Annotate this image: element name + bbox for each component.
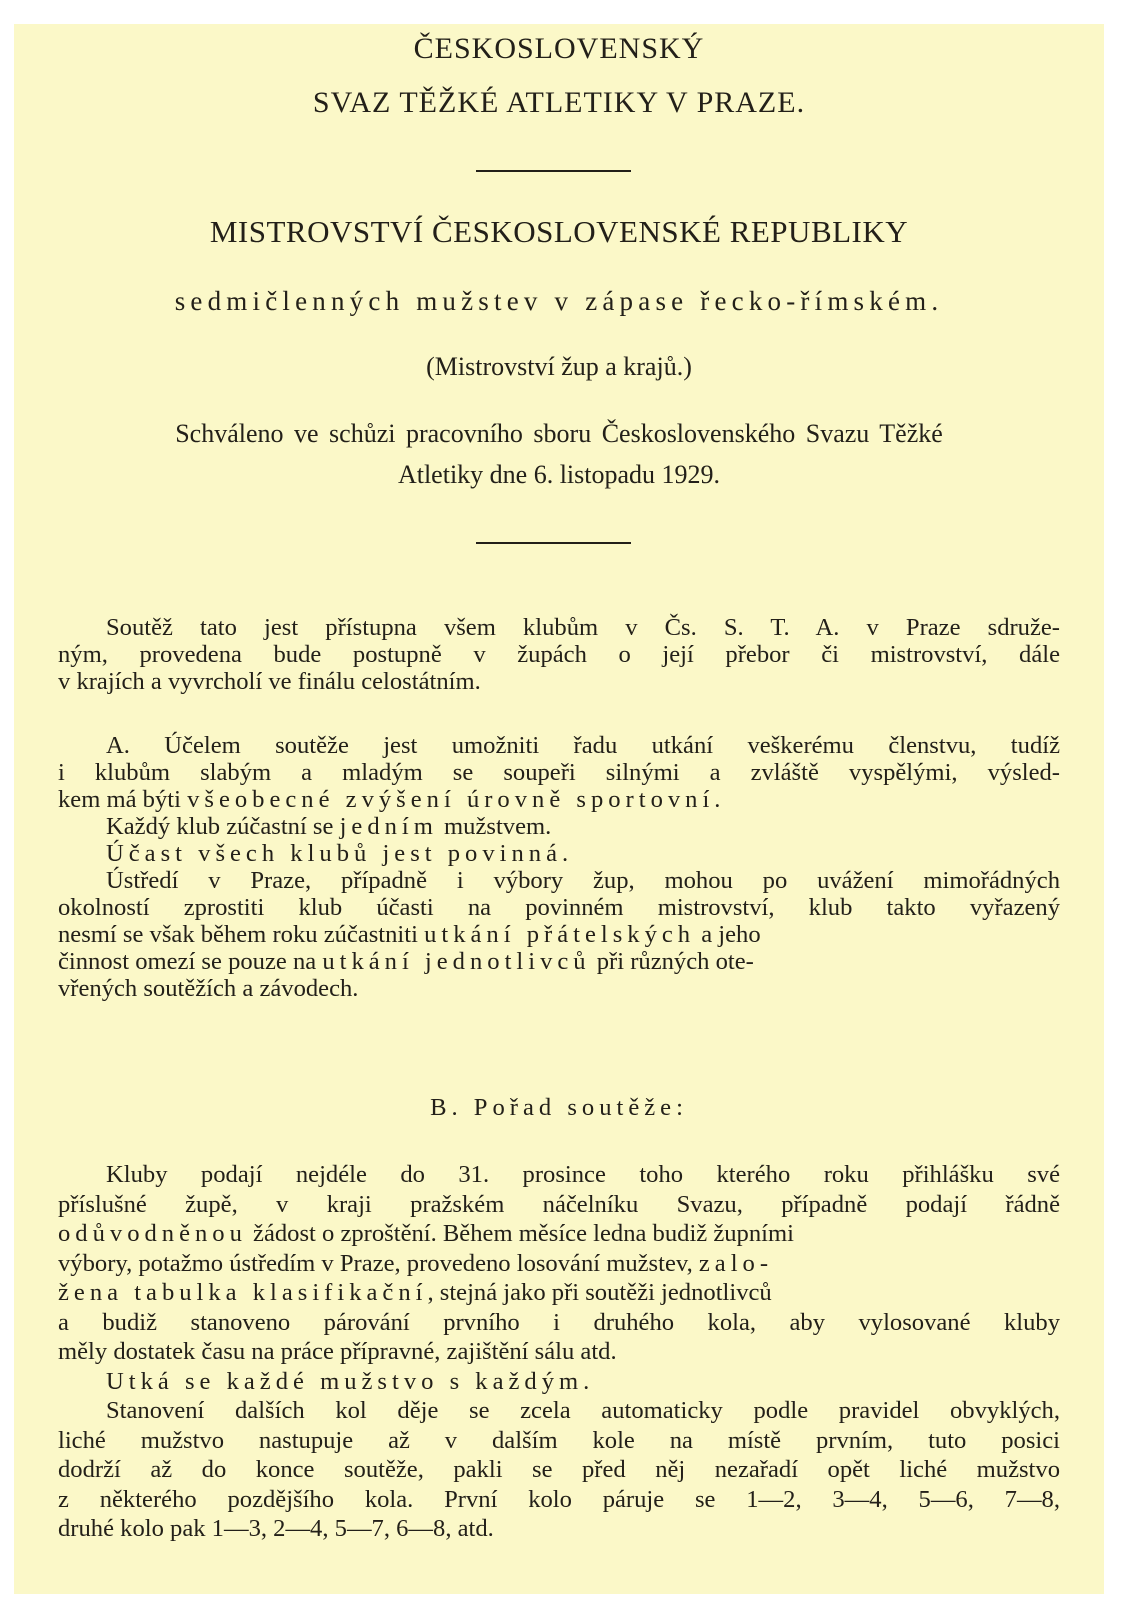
section-b-line: Stanovení dalších kol děje se zcela automaticky podle pravidel obvyklých, [106,1397,1060,1424]
approval-line-1: Schváleno ve schůzi pracovního sboru Československého Svazu Těžké [175,419,943,448]
section-b-line: Utká se každé mužstvo s každým. [106,1367,595,1395]
spaced-emphasis: žena tabulka klasifikační [58,1279,428,1306]
section-a-line: vřených soutěžích a závodech. [58,975,359,1002]
section-b-line: druhé kolo pak 1—3, 2—4, 5—7, 6—8, atd. [58,1515,494,1542]
section-b-line: dodrží až do konce soutěže, pakli se před něj nezařadí opět liché mužstvo [58,1456,1060,1483]
document-title: MISTROVSTVÍ ČESKOSLOVENSKÉ REPUBLIKY [209,214,909,249]
section-b-line [58,1249,1060,1279]
intro-paragraph [58,614,1060,695]
intro-line: ným, provedena bude postupně v župách o její přebor či mistrovství, dále [58,641,1060,668]
text-fragment: nesmí se však během roku zúčastniti [58,921,425,948]
spaced-emphasis: odůvodněnou [58,1220,247,1247]
section-a-line: Ústředí v Praze, případně i výbory žup, mohou po uvážení mimořádných [106,867,1060,894]
text-fragment: mužstvem. [437,813,552,840]
section-a-line: i klubům slabým a mladým se soupeři silnými a zvláště vyspělými, výsled- [58,759,1060,786]
spaced-emphasis: všeobecné zvýšení úrovně sportovní. [187,786,726,813]
section-b-line [58,1219,1060,1249]
section-a-line: okolností zprostiti klub účasti na povinném mistrovství, klub takto vyřazený [58,894,1060,921]
document-subtitle: sedmičlenných mužstev v zápase řecko-římském. [174,286,944,316]
section-b-line: měly dostatek času na práce přípravné, zajištění sálu atd. [58,1338,617,1365]
spaced-emphasis: utkání přátelských [424,921,696,948]
section-b-line: a budiž stanoveno párování prvního i druhého kola, aby vylosované kluby [58,1308,1060,1336]
text-fragment: a jeho [695,921,761,948]
text-fragment: , stejná jako při soutěži jednotlivců [427,1279,772,1306]
text-fragment: kem má býti [58,786,188,813]
section-a-line [58,813,1060,840]
spaced-emphasis: utkání jednotlivců [322,948,591,975]
intro-line: v krajích a vyvrcholí ve finálu celostátním. [58,668,481,695]
text-fragment: Každý klub zúčastní se [106,813,340,840]
divider-top [476,170,631,172]
document-page [14,24,1104,1594]
intro-line: Soutěž tato jest přístupna všem klubům v Čs. S. T. A. v Praze sdruže- [106,614,1060,641]
section-b-line: příslušné župě, v kraji pražském náčelníku Svazu, případně podají řádně [58,1190,1060,1218]
text-fragment: při různých ote- [590,948,754,975]
text-fragment: žádost o zproštění. Během měsíce ledna budiž župními [246,1220,794,1247]
text-fragment: výbory, potažmo ústředím v Praze, provedeno losování mužstev, [58,1249,699,1277]
text-fragment: činnost omezí se pouze na [58,948,323,975]
section-a-line [58,786,1060,813]
section-b-line: z některého pozdějšího kola. První kolo páruje se 1—2, 3—4, 5—6, 7—8, [58,1485,1060,1513]
section-b-line: Kluby podají nejdéle do 31. prosince toho kterého roku přihlášku své [106,1161,1060,1188]
org-name-line2: SVAZ TĚŽKÉ ATLETIKY V PRAZE. [312,86,806,119]
section-b-title: B. Pořad soutěže: [430,1094,688,1121]
section-b [58,1160,1060,1544]
section-a-line [58,948,1060,975]
section-a-line: A. Účelem soutěže jest umožniti řadu utkání veškerému členstvu, tudíž [106,732,1060,759]
document-parenthetical: (Mistrovství žup a krajů.) [426,352,692,381]
org-name-line1: ČESKOSLOVENSKÝ [413,32,705,65]
section-a-line [58,921,1060,948]
section-a-line: Účast všech klubů jest povinná. [106,840,574,867]
spaced-emphasis: jedním [339,813,438,840]
spaced-emphasis: zalo- [698,1249,774,1277]
section-b-line [58,1278,1060,1308]
divider-bottom [476,542,631,544]
approval-line-2: Atletiky dne 6. listopadu 1929. [397,460,721,489]
section-b-line: liché mužstvo nastupuje až v dalším kole na místě prvním, tuto posici [58,1426,1060,1454]
section-a [58,732,1060,1002]
